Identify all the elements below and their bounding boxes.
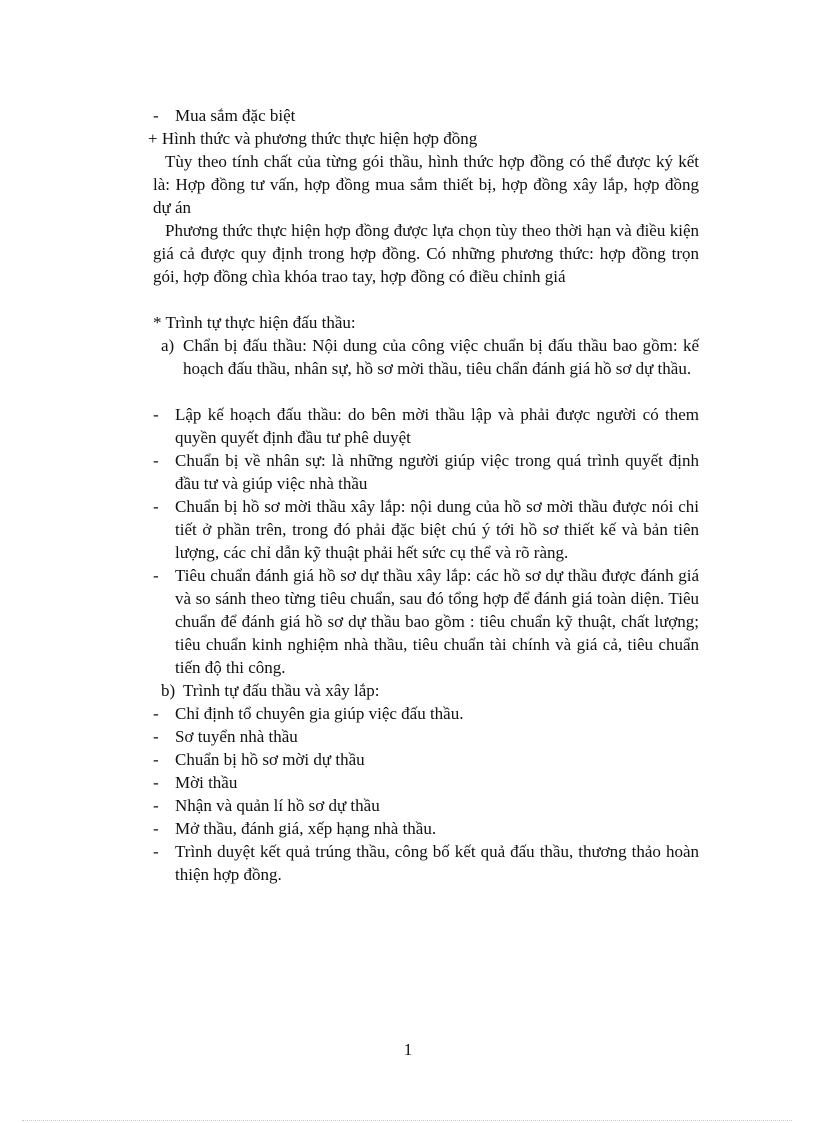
list-item-text: Mua sắm đặc biệt [175,106,296,125]
list-item-text: Sơ tuyển nhà thầu [175,727,298,746]
list-item-text: Tiêu chuẩn đánh giá hồ sơ dự thầu xây lắp: các hồ sơ dự thầu được đánh giá và so sánh theo từng tiêu chuẩn, sau đó tổng hợp để đánh giá toàn diện. Tiêu chuẩn để đánh giá hồ sơ dự thầu bao gồm : tiêu chuẩn kỹ thuật, chất lượng; tiêu chuẩn kinh nghiệm nhà thầu, tiêu chuẩn tài chính và giá cả, tiêu chuẩn tiến độ thi công. [175,566,699,677]
list-item-a-content: Chẩn bị đấu thầu: Nội dung của công việc chuẩn bị đấu thầu bao gồm: kế hoạch đấu thầu, nhân sự, hồ sơ mời thầu, tiêu chẩn đánh giá hồ sơ dự thầu. [183,336,699,378]
dash-marker: - [153,106,159,125]
list-item-a-text [183,334,699,380]
dash-marker: - [153,842,159,861]
list-item-text: Chuẩn bị hồ sơ mời thầu xây lắp: nội dung của hồ sơ mời thầu được nói chi tiết ở phần trên, trong đó phải đặc biệt chú ý tới hồ sơ thiết kế và bản tiên lượng, các chỉ dẫn kỹ thuật phải hết sức cụ thể và rõ ràng. [175,497,699,562]
heading-trinh-tu: * Trình tự thực hiện đấu thầu: [153,313,356,332]
list-item-text: Nhận và quản lí hồ sơ dự thầu [175,796,380,815]
dash-marker: - [153,819,159,838]
list-item-text: Mở thầu, đánh giá, xếp hạng nhà thầu. [175,819,437,838]
dash-marker: - [153,796,159,815]
dash-marker: - [153,773,159,792]
dash-marker: - [153,566,159,585]
list-item-text: Chuẩn bị về nhân sự: là những người giúp việc trong quá trình quyết định đầu tư và giúp việc nhà thầu [175,451,699,493]
list-item-text: Trình duyệt kết quả trúng thầu, công bố kết quả đấu thầu, thương thảo hoàn thiện hợp đồng. [175,842,699,884]
list-item-text: Chỉ định tổ chuyên gia giúp việc đấu thầu. [175,704,464,723]
list-item-text: Lập kế hoạch đấu thầu: do bên mời thầu lập và phải được người có them quyền quyết định đầu tư phê duyệt [175,405,699,447]
list-marker-b: b) [161,681,176,700]
list-item-text: Mời thầu [175,773,238,792]
dash-marker: - [153,704,159,723]
dash-marker: - [153,405,159,424]
list-item-text: Chuẩn bị hồ sơ mời dự thầu [175,750,365,769]
dash-marker: - [153,727,159,746]
paragraph-phuong-thuc: Phương thức thực hiện hợp đồng được lựa chọn tùy theo thời hạn và điều kiện giá cả được quy định trong hợp đồng. Có những phương thức: hợp đồng trọn gói, hợp đồng chìa khóa trao tay, hợp đồng có điều chỉnh giá [153,221,699,286]
dash-marker: - [153,451,159,470]
dash-marker: - [153,497,159,516]
list-item-b-text: Trình tự đấu thầu và xây lắp: [183,681,380,700]
page-bottom-divider [22,1120,792,1121]
paragraph-hinh-thuc: Tùy theo tính chất của từng gói thầu, hình thức hợp đồng có thể được ký kết là: Hợp đồng tư vấn, hợp đồng mua sắm thiết bị, hợp đồng xây lắp, hợp đồng dự án [153,152,699,217]
page-number: 1 [403,1040,413,1059]
list-marker-a: a) [161,336,175,355]
dash-marker: - [153,750,159,769]
heading-hinh-thuc: + Hình thức và phương thức thực hiện hợp đồng [148,129,478,148]
